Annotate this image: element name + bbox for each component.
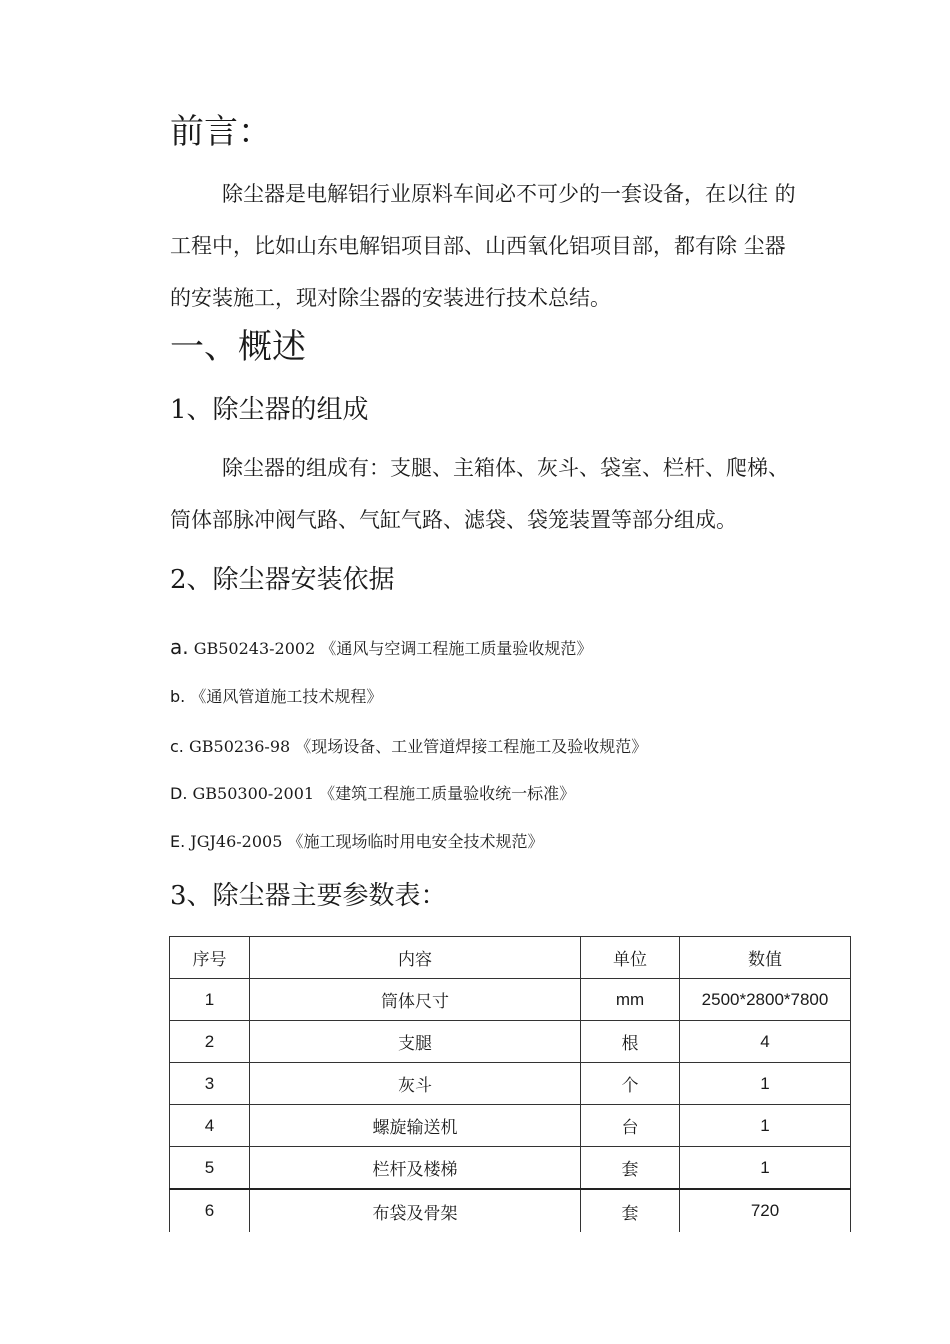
reference-label: c. xyxy=(170,737,184,756)
reference-label: a. xyxy=(170,635,189,659)
reference-label: D. xyxy=(170,784,188,803)
cell-content: 筒体尺寸 xyxy=(250,979,581,1021)
table-row xyxy=(170,1105,851,1147)
reference-text: GB50243-2002 《通风与空调工程施工质量验收规范》 xyxy=(188,639,593,658)
cell-content: 支腿 xyxy=(250,1021,581,1063)
table-header-row xyxy=(170,937,851,979)
cell-unit: mm xyxy=(581,979,680,1021)
cell-index: 1 xyxy=(170,979,250,1021)
header-cell-content: 内容 xyxy=(250,937,581,979)
preface-paragraph xyxy=(170,168,796,324)
cell-content: 布袋及骨架 xyxy=(250,1189,581,1232)
table-row xyxy=(170,979,851,1021)
table-row xyxy=(170,1063,851,1105)
subsection-heading-parameters: 3、除尘器主要参数表： xyxy=(170,881,447,911)
header-cell-unit: 单位 xyxy=(581,937,680,979)
preface-line-2: 工程中，比如山东电解铝项目部、山西氧化铝项目部，都有除 尘器 xyxy=(170,234,786,258)
cell-unit: 套 xyxy=(581,1147,680,1190)
reference-text: GB50236-98 《现场设备、工业管道焊接工程施工及验收规范》 xyxy=(183,737,648,756)
cell-index: 4 xyxy=(170,1105,250,1147)
cell-index: 3 xyxy=(170,1063,250,1105)
cell-value: 720 xyxy=(680,1189,851,1232)
preface-line-3: 的安装施工，现对除尘器的安装进行技术总结。 xyxy=(170,286,611,310)
cell-index: 2 xyxy=(170,1021,250,1063)
parameters-table xyxy=(169,936,851,1232)
reference-text: JGJ46-2005 《施工现场临时用电安全技术规范》 xyxy=(185,832,544,851)
subsection-heading-composition: 1、除尘器的组成 xyxy=(170,395,369,425)
preface-line-1: 除尘器是电解铝行业原料车间必不可少的一套设备，在以往 的 xyxy=(222,182,796,206)
reference-item xyxy=(170,634,592,662)
composition-paragraph xyxy=(170,442,789,546)
cell-content: 螺旋输送机 xyxy=(250,1105,581,1147)
cell-index: 6 xyxy=(170,1189,250,1232)
cell-unit: 个 xyxy=(581,1063,680,1105)
reference-item xyxy=(170,734,647,760)
cell-value: 1 xyxy=(680,1147,851,1190)
cell-unit: 根 xyxy=(581,1021,680,1063)
cell-unit: 套 xyxy=(581,1189,680,1232)
cell-content: 栏杆及楼梯 xyxy=(250,1147,581,1190)
cell-index: 5 xyxy=(170,1147,250,1190)
table-row xyxy=(170,1021,851,1063)
reference-item xyxy=(170,684,382,710)
header-cell-value: 数值 xyxy=(680,937,851,979)
reference-label: E. xyxy=(170,832,186,851)
reference-item xyxy=(170,781,575,807)
cell-content: 灰斗 xyxy=(250,1063,581,1105)
section-heading-overview: 一、概述 xyxy=(170,327,306,367)
table-row xyxy=(170,1189,851,1232)
composition-line-1: 除尘器的组成有：支腿、主箱体、灰斗、袋室、栏杆、爬梯、 xyxy=(222,456,789,480)
reference-item xyxy=(170,829,543,855)
cell-value: 1 xyxy=(680,1063,851,1105)
subsection-heading-basis: 2、除尘器安装依据 xyxy=(170,565,395,595)
table-row xyxy=(170,1147,851,1190)
header-cell-index: 序号 xyxy=(170,937,250,979)
cell-unit: 台 xyxy=(581,1105,680,1147)
cell-value: 4 xyxy=(680,1021,851,1063)
reference-text: GB50300-2001 《建筑工程施工质量验收统一标准》 xyxy=(187,784,576,803)
cell-value: 1 xyxy=(680,1105,851,1147)
reference-label: b. xyxy=(170,687,186,706)
cell-value: 2500*2800*7800 xyxy=(680,979,851,1021)
reference-text: 《通风管道施工技术规程》 xyxy=(185,687,383,706)
composition-line-2: 筒体部脉冲阀气路、气缸气路、滤袋、袋笼装置等部分组成。 xyxy=(170,508,737,532)
preface-heading: 前言： xyxy=(170,112,272,152)
